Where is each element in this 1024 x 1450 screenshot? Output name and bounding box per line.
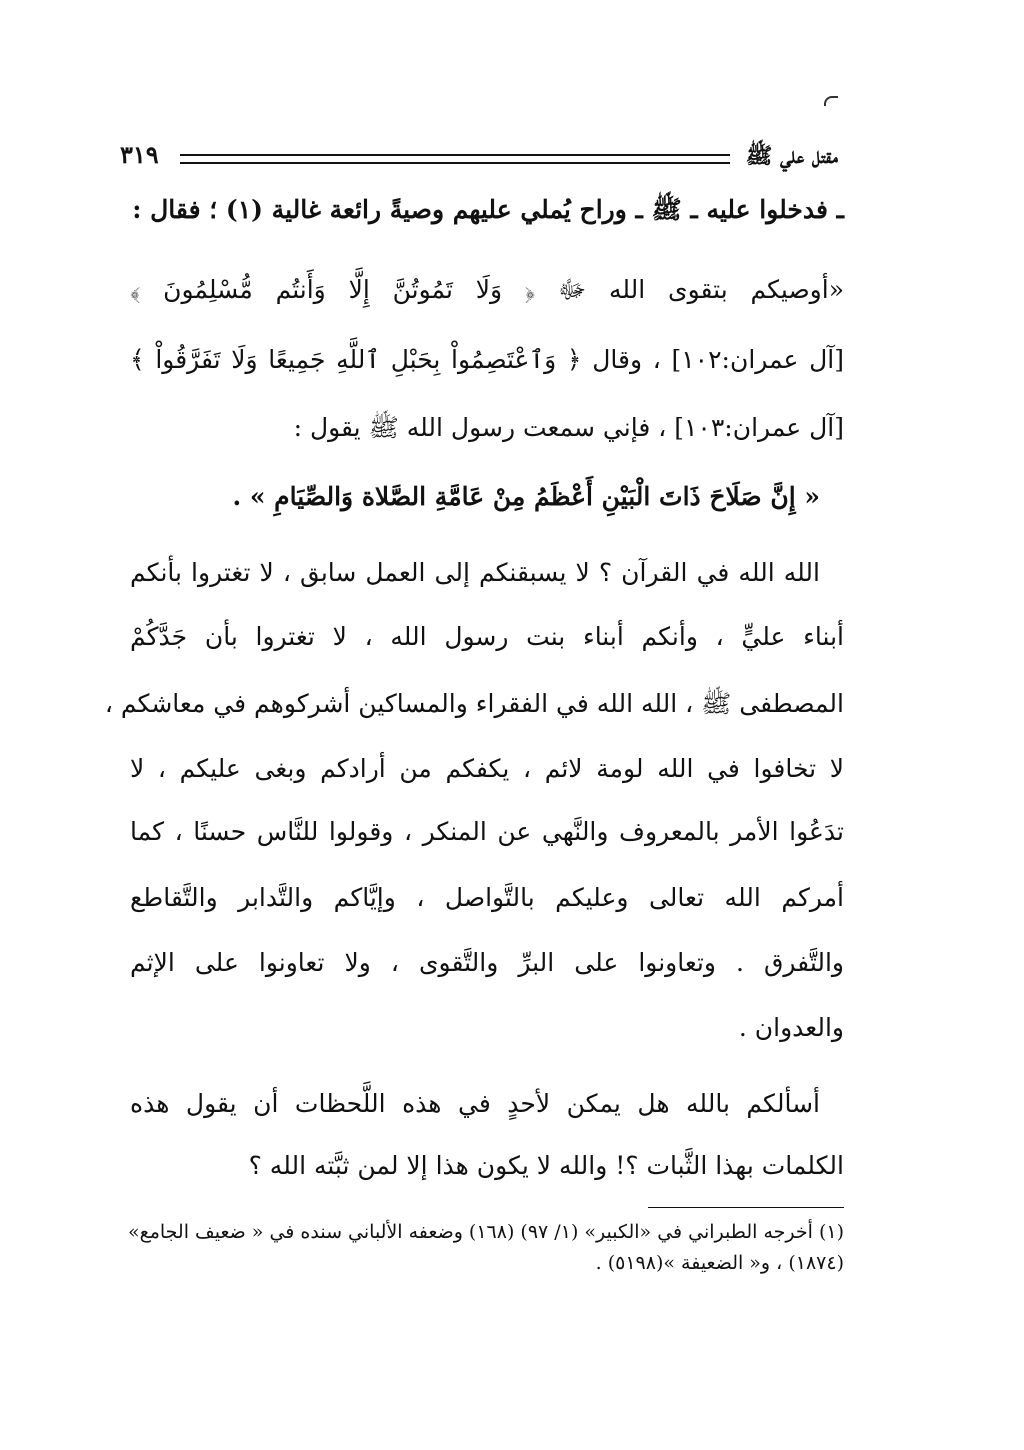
text-line: [آل عمران:١٠٣] ، فإني سمعت رسول الله ﷺ يقول : <box>293 413 844 442</box>
text-line: «أوصيكم بتقوى الله ﷻ ﴿ وَلَا تَمُوتُنَّ إِلَّا وَأَنتُم مُّسْلِمُونَ ﴾ <box>130 275 844 304</box>
hadith-line: « إِنَّ صَلَاحَ ذَاتَ الْبَيْنِ أَعْظَمُ مِنْ عَامَّةِ الصَّلاة وَالصِّيَامِ » . <box>232 482 820 511</box>
footnote-line: (١٨٧٤) ، و« الضعيفة »(٥١٩٨) . <box>595 1252 844 1274</box>
text-line: ـ فدخلوا عليه ـ ﷺ ـ وراح يُملي عليهم وصيةً رائعة غالية (١) ؛ فقال : <box>132 195 844 224</box>
text-line: الكلمات بهذا الثَّبات ؟! والله لا يكون هذا إلا لمن ثبَّته الله ؟ <box>248 1151 844 1180</box>
page-header <box>120 140 838 180</box>
corner-mark <box>824 96 838 106</box>
page-number: ٣١٩ <box>120 140 159 169</box>
text-line: أمركم الله تعالى وعليكم بالتَّواصل ، وإيَّاكم والتَّدابر والتَّقاطع <box>130 883 844 912</box>
footnote-separator <box>648 1207 844 1208</box>
text-line: والتَّفرق . وتعاونوا على البرِّ والتَّقوى ، ولا تعاونوا على الإثم <box>130 948 844 977</box>
text-line: والعدوان . <box>738 1013 844 1042</box>
text-line: أسألكم بالله هل يمكن لأحدٍ في هذه اللَّحظات أن يقول هذه <box>130 1089 820 1118</box>
text-line: [آل عمران:١٠٢] ، وقال ﴿ وَٱعْتَصِمُواْ بِحَبْلِ ٱللَّهِ جَمِيعًا وَلَا تَفَرَّقُواْ ﴾ <box>130 345 844 374</box>
header-rule <box>180 154 730 164</box>
text-line: تدَعُوا الأمر بالمعروف والنَّهي عن المنكر ، وقولوا للنَّاس حسنًا ، كما <box>130 817 844 846</box>
text-line: الله الله في القرآن ؟ لا يسبقنكم إلى العمل سابق ، لا تغتروا بأنكم <box>130 558 820 587</box>
running-title: مقتل علي ﷺ <box>745 143 838 169</box>
footnote-line: (١) أخرجه الطبراني في «الكبير» (١/ ٩٧) (١٦٨) وضعفه الألباني سنده في « ضعيف الجامع» <box>127 1221 844 1243</box>
text-line: المصطفى ﷺ ، الله الله في الفقراء والمساكين أشركوهم في معاشكم ، <box>104 689 844 718</box>
text-line: لا تخافوا في الله لومة لائم ، يكفكم من أرادكم وبغى عليكم ، لا <box>130 754 844 783</box>
text-line: أبناء عليٍّ ، وأنكم أبناء بنت رسول الله ، لا تغتروا بأن جَدَّكُمْ <box>130 622 844 651</box>
